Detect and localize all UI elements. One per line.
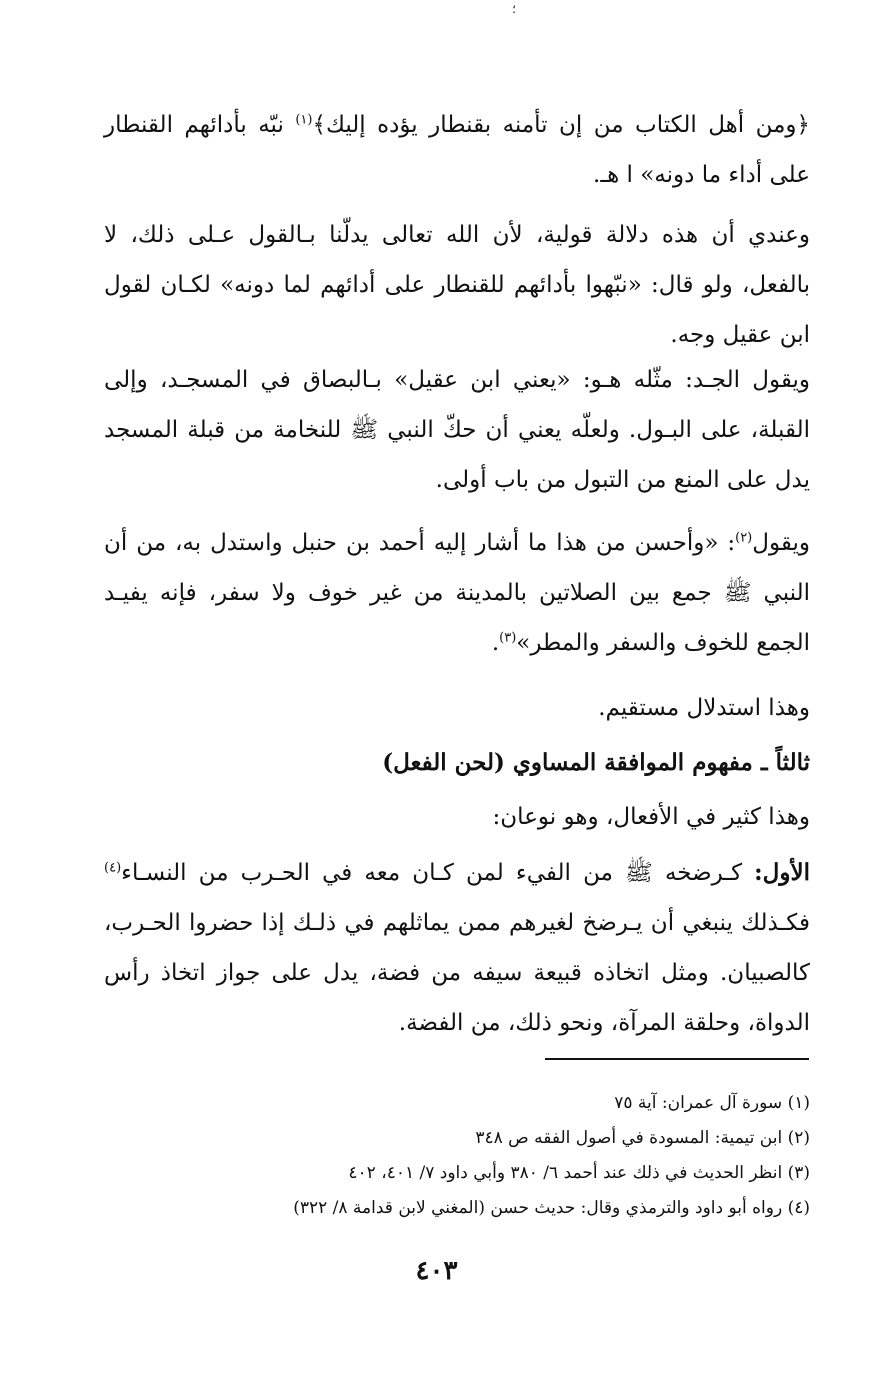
footnote-ref-4: (٤) xyxy=(104,860,122,876)
paragraph-text: كـرضخه ﷺ من الفيء لمن كـان معه في الحـرب من النسـاء xyxy=(121,860,755,886)
paragraph-grandfather: ويقول الجـد: مثّله هـو: «يعني ابن عقيل» بـالبصاق في المسجـد، وإلى القبلة، على البـول. ولعلّه يعني أن حكّ النبي ﷺ للنخامة من قبلة المسجد يدل على المنع من التبول من باب أولى. xyxy=(104,367,810,493)
footnote-item: (١) سورة آل عمران: آية ٧٥ xyxy=(614,1093,810,1113)
footnote-ref-1: (١) xyxy=(295,112,313,128)
footnote-item: (٣) انظر الحديث في ذلك عند أحمد ٦/ ٣٨٠ وأبي داود ٧/ ٤٠١، ٤٠٢ xyxy=(348,1163,810,1183)
footnote-item: (٤) رواه أبو داود والترمذي وقال: حديث حسن (المغني لابن قدامة ٨/ ٣٢٢) xyxy=(293,1198,810,1218)
footnote-item: (٢) ابن تيمية: المسودة في أصول الفقه ص ٣٤٨ xyxy=(475,1128,810,1148)
paragraph-text: : «وأحسن من هذا ما أشار إليه أحمد بن حنبل واستدل به، من أن النبي ﷺ جمع بين الصلاتين بالمدينة من غير خوف ولا سفر، فإنه يفيـد الجمع للخوف والسفر والمطر» xyxy=(104,530,810,656)
paragraph-two-types: وهذا كثير في الأفعال، وهو نوعان: xyxy=(492,804,810,830)
top-mark: ؛ xyxy=(512,2,516,16)
footnote-ref-3: (٣) xyxy=(499,630,517,646)
paragraph-text: نبّه بأدائهم القنطار على أداء ما دونه» ا هـ. xyxy=(104,112,810,188)
quran-quote: ﴿ومن أهل الكتاب من إن تأمنه بقنطار يؤده إليك﴾ xyxy=(312,112,810,138)
paragraph-opinion: وعندي أن هذه دلالة قولية، لأن الله تعالى يدلّنا بـالقول عـلى ذلك، لا بالفعل، ولو قال: «نبّهوا بأدائهم للقنطار على أدائهم لما دونه» لكـان لقول ابن عقيل وجه. xyxy=(104,222,810,348)
page-number: ٤٠٣ xyxy=(415,1256,458,1286)
paragraph-lead-bold: الأول: xyxy=(754,859,810,886)
footnote-separator xyxy=(545,1058,809,1060)
paragraph-text-continued: فكـذلك ينبغي أن يـرضخ لغيرهم ممن يماثلهم في ذلـك إذا حضروا الحـرب، كالصبيان. ومثل اتخاذه قبيعة سيفه من فضة، يدل على جواز اتخاذ رأس الدواة، وحلقة المرآة، ونحو ذلك، من الفضة. xyxy=(104,910,810,1036)
paragraph-quran-quote xyxy=(104,100,810,200)
paragraph-ahmad-quote xyxy=(104,518,810,668)
paragraph-valid-inference: وهذا استدلال مستقيم. xyxy=(598,695,810,721)
footnotes-list xyxy=(104,1086,810,1226)
paragraph-end: . xyxy=(491,630,500,656)
paragraph-first-type xyxy=(104,848,810,1048)
footnote-ref-2: (٢) xyxy=(735,530,753,546)
paragraph-lead: ويقول xyxy=(752,530,810,556)
section-heading: ثالثاً ـ مفهوم الموافقة المساوي (لحن الفعل) xyxy=(382,749,810,776)
